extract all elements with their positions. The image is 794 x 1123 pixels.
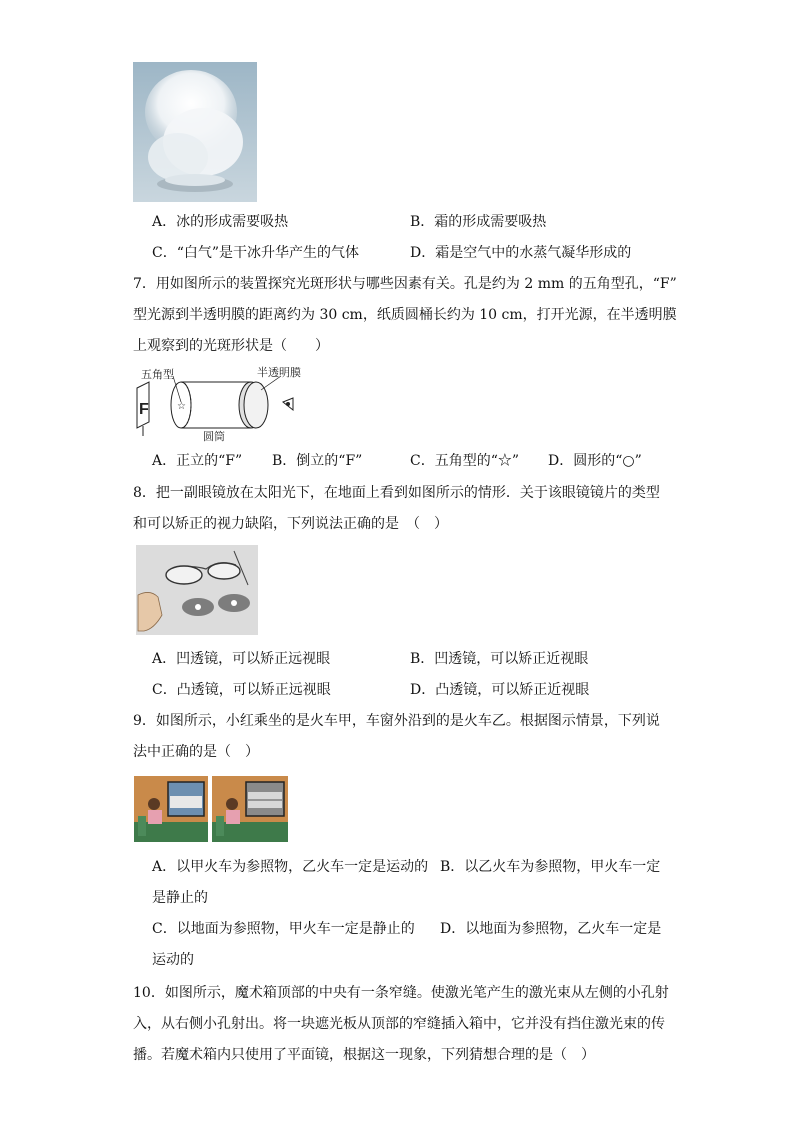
q8-option-a: A．凹透镜，可以矫正远视眼 bbox=[152, 651, 331, 667]
q10-stem-line-2: 入，从右侧小孔射出。将一块遮光板从顶部的窄缝插入箱中，它并没有挡住激光束的传 bbox=[133, 1016, 665, 1032]
q9-stem-line-1: 9．如图所示，小红乘坐的是火车甲，车窗外沿到的是火车乙。根据图示情景，下列说 bbox=[133, 713, 660, 729]
q8-stem-line-1: 8．把一副眼镜放在太阳光下，在地面上看到如图所示的情形．关于该眼镜镜片的类型 bbox=[133, 485, 660, 501]
q9-option-c: C．以地面为参照物，甲火车一定是静止的 bbox=[152, 921, 415, 937]
q8-option-b: B．凹透镜，可以矫正近视眼 bbox=[410, 651, 589, 667]
q6-option-c: C．“白气”是干冰升华产生的气体 bbox=[152, 245, 360, 261]
f-source-label: F bbox=[139, 401, 149, 418]
q7-option-d: D．圆形的“○” bbox=[548, 453, 642, 469]
dry-ice-photo bbox=[133, 62, 257, 202]
q7-stem-line-2: 型光源到半透明膜的距离约为 30 cm，纸质圆桶长约为 10 cm，打开光源，在半透明膜 bbox=[133, 307, 677, 323]
q9-option-d-line-2: 运动的 bbox=[152, 952, 194, 968]
svg-text:☆: ☆ bbox=[177, 401, 186, 412]
pinhole-apparatus-diagram bbox=[133, 364, 313, 442]
q10-stem-line-1: 10．如图所示，魔术箱顶部的中央有一条窄缝。使激光笔产生的激光束从左侧的小孔射 bbox=[133, 985, 669, 1001]
q10-stem-line-3: 播。若魔术箱内只使用了平面镜，根据这一现象，下列猜想合理的是（ ） bbox=[133, 1047, 595, 1063]
tube-label: 圆筒 bbox=[203, 430, 225, 442]
pentagram-label: 五角型 bbox=[141, 368, 174, 381]
q6-option-d: D．霜是空气中的水蒸气凝华形成的 bbox=[410, 245, 632, 261]
q8-stem-line-2: 和可以矫正的视力缺陷，下列说法正确的是 （ ） bbox=[133, 516, 448, 532]
glasses-sunlight-photo bbox=[136, 545, 258, 635]
q9-option-a: A．以甲火车为参照物，乙火车一定是运动的 bbox=[152, 859, 429, 875]
q9-option-b-line-1: B．以乙火车为参照物，甲火车一定 bbox=[440, 859, 661, 875]
screen-label: 半透明膜 bbox=[257, 366, 301, 379]
train-window-scene-1 bbox=[134, 776, 208, 842]
q6-option-a: A．冰的形成需要吸热 bbox=[152, 214, 289, 230]
q9-option-d-line-1: D．以地面为参照物，乙火车一定是 bbox=[440, 921, 662, 937]
train-window-scene-2 bbox=[212, 776, 288, 842]
q6-option-b: B．霜的形成需要吸热 bbox=[410, 214, 547, 230]
q7-option-c: C．五角型的“☆” bbox=[410, 453, 520, 469]
q7-stem-line-3: 上观察到的光斑形状是（ ） bbox=[133, 338, 329, 354]
q8-option-d: D．凸透镜，可以矫正近视眼 bbox=[410, 682, 590, 698]
q7-option-b: B．倒立的“F” bbox=[272, 453, 363, 469]
q9-stem-line-2: 法中正确的是（ ） bbox=[133, 744, 259, 760]
q7-stem-line-1: 7．用如图所示的装置探究光斑形状与哪些因素有关。孔是约为 2 mm 的五角型孔，“F” bbox=[133, 276, 677, 292]
q8-option-c: C．凸透镜，可以矫正远视眼 bbox=[152, 682, 331, 698]
q9-option-b-line-2: 是静止的 bbox=[152, 890, 208, 906]
q7-option-a: A．正立的“F” bbox=[152, 453, 243, 469]
